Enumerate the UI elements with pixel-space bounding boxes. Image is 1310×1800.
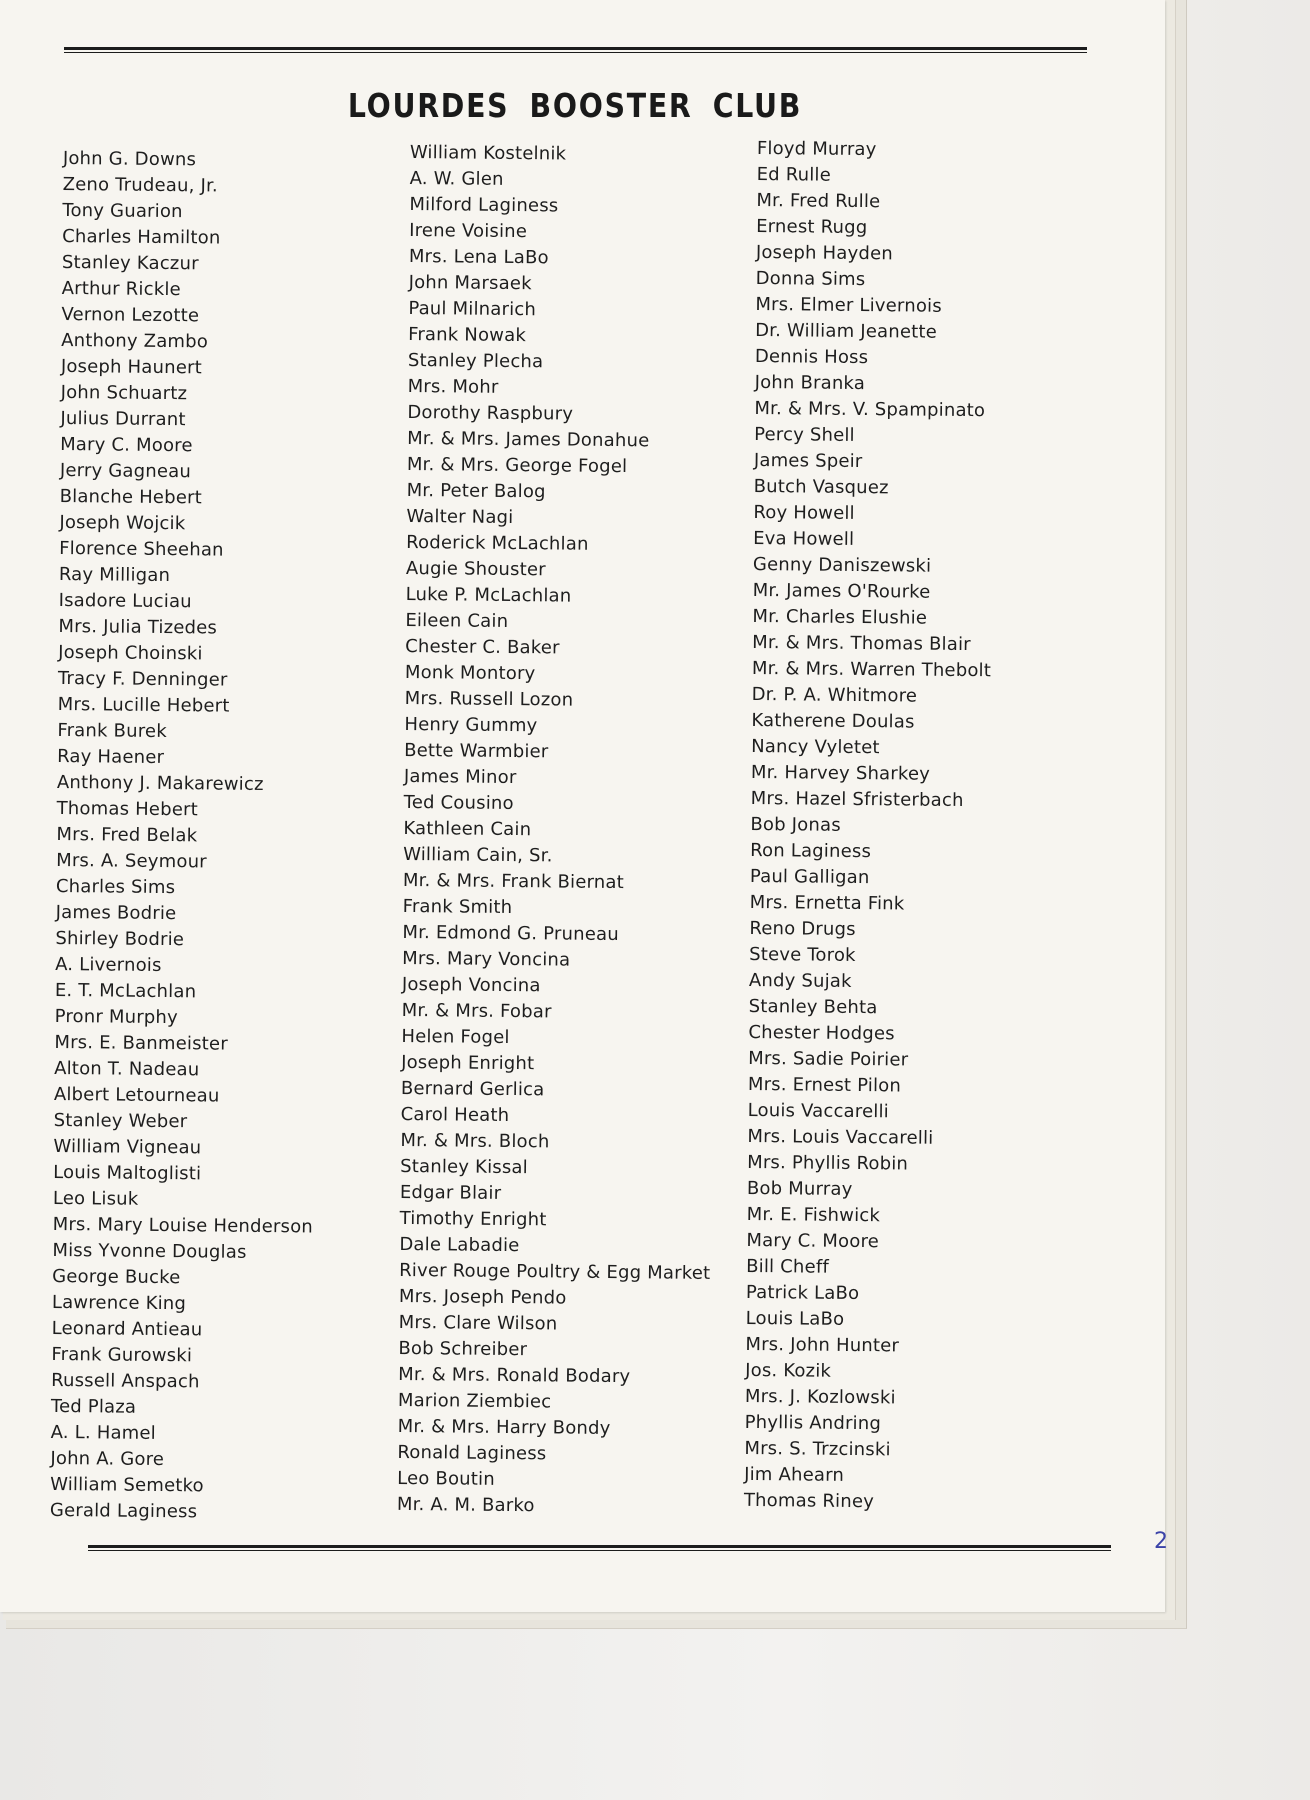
member-name: John G. Downs — [62, 147, 197, 171]
member-name: Butch Vasquez — [753, 475, 889, 499]
member-name: Augie Shouster — [405, 557, 546, 581]
member-name: Henry Gummy — [404, 713, 538, 737]
member-name: Chester C. Baker — [405, 635, 560, 659]
page-number: 2 — [1154, 1529, 1168, 1554]
member-name: Mrs. Sadie Poirier — [748, 1047, 909, 1071]
member-name: Tracy F. Denninger — [57, 667, 228, 691]
member-name: Pronr Murphy — [54, 1005, 179, 1029]
member-name: Isadore Luciau — [58, 589, 192, 613]
member-name: Mr. & Mrs. Harry Bondy — [397, 1415, 611, 1439]
member-name: Julius Durrant — [60, 407, 186, 431]
member-name: Mrs. Ernetta Fink — [749, 891, 905, 915]
member-name: William Vigneau — [53, 1135, 202, 1159]
member-name: Paul Galligan — [749, 865, 870, 889]
member-name: Walter Nagi — [406, 505, 514, 529]
member-name: John Schuartz — [60, 381, 188, 405]
member-name: Mrs. Lena LaBo — [408, 245, 549, 269]
member-name: Eileen Cain — [405, 609, 509, 632]
member-name: Genny Daniszewski — [752, 553, 932, 577]
member-name: Ted Cousino — [403, 791, 514, 815]
member-name: Helen Fogel — [401, 1025, 510, 1048]
member-name: Stanley Plecha — [407, 349, 544, 373]
member-name: Zeno Trudeau, Jr. — [62, 173, 219, 197]
member-name: Jerry Gagneau — [59, 459, 192, 483]
member-name: Mr. & Mrs. Warren Thebolt — [751, 657, 992, 682]
member-name: Paul Milnarich — [408, 297, 537, 321]
member-name: Patrick LaBo — [745, 1281, 860, 1305]
member-name: Joseph Wojcik — [59, 511, 186, 535]
page-title: LOURDES BOOSTER CLUB — [347, 86, 803, 125]
member-name: Charles Sims — [55, 875, 176, 899]
member-name: William Semetko — [50, 1473, 204, 1497]
member-name: John A. Gore — [50, 1447, 165, 1471]
member-name: Albert Letourneau — [53, 1083, 220, 1107]
member-name: James Minor — [403, 765, 517, 789]
member-name: Bernard Gerlica — [400, 1077, 545, 1101]
member-name: Mrs. Mary Voncina — [402, 947, 571, 971]
member-name: River Rouge Poultry & Egg Market — [399, 1259, 711, 1284]
member-name: Mrs. Lucille Hebert — [57, 693, 230, 717]
member-name: Mrs. Elmer Livernois — [755, 293, 942, 317]
member-name: Blanche Hebert — [59, 485, 202, 509]
member-name: Gerald Laginess — [49, 1499, 198, 1523]
member-name: Vernon Lezotte — [61, 303, 200, 327]
member-name: Thomas Hebert — [56, 797, 198, 821]
member-name: Carol Heath — [400, 1103, 510, 1126]
member-name: William Cain, Sr. — [403, 843, 553, 867]
member-name: Mrs. Louis Vaccarelli — [747, 1125, 934, 1149]
member-name: George Bucke — [52, 1265, 181, 1289]
member-name: Irene Voisine — [409, 219, 528, 243]
member-name: Roderick McLachlan — [406, 531, 589, 555]
member-name: Reno Drugs — [749, 917, 856, 940]
member-name: Ernest Rugg — [756, 215, 868, 239]
member-name: Charles Hamilton — [62, 225, 221, 249]
member-name: Floyd Murray — [756, 137, 877, 161]
member-name: E. T. McLachlan — [54, 979, 197, 1003]
member-name: Bill Cheff — [746, 1255, 830, 1278]
member-name: Milford Laginess — [409, 193, 559, 217]
member-name: Mrs. Phyllis Robin — [747, 1151, 909, 1175]
member-name: Steve Torok — [749, 943, 856, 966]
member-name: Shirley Bodrie — [55, 927, 185, 951]
member-name: Dr. William Jeanette — [755, 319, 938, 343]
member-name: Mr. James O'Rourke — [752, 579, 931, 603]
member-name: Stanley Behta — [748, 995, 878, 1019]
member-name: Mrs. Mary Louise Henderson — [52, 1213, 314, 1238]
member-name: Mrs. A. Seymour — [56, 849, 207, 873]
member-name: Dorothy Raspbury — [407, 401, 574, 425]
member-name: William Kostelnik — [409, 141, 567, 165]
member-name: Katherene Doulas — [751, 709, 915, 733]
member-name: Frank Smith — [402, 895, 513, 919]
member-name: Donna Sims — [755, 267, 866, 291]
member-name: Phyllis Andring — [744, 1411, 882, 1435]
member-name: Mr. & Mrs. V. Spampinato — [754, 397, 986, 422]
member-name: Thomas Riney — [743, 1489, 875, 1513]
member-name: Florence Sheehan — [59, 537, 224, 561]
member-name: Joseph Hayden — [755, 241, 894, 265]
names-column-1 — [50, 146, 324, 1526]
member-name: Russell Anspach — [51, 1369, 200, 1393]
member-name: Nancy Vyletet — [751, 735, 880, 759]
member-name: Mrs. Joseph Pendo — [398, 1285, 567, 1309]
member-name: Mrs. John Hunter — [745, 1333, 900, 1357]
member-name: Andy Sujak — [748, 969, 852, 992]
member-name: John Marsaek — [408, 271, 532, 295]
member-name: Chester Hodges — [748, 1021, 895, 1045]
member-name: Leonard Antieau — [51, 1317, 203, 1341]
member-name: Joseph Voncina — [401, 973, 541, 997]
member-name: Frank Burek — [57, 719, 167, 743]
names-column-3 — [744, 136, 996, 1516]
member-name: Dr. P. A. Whitmore — [751, 683, 918, 707]
member-name: Leo Lisuk — [52, 1187, 139, 1210]
member-name: Mrs. S. Trzcinski — [744, 1437, 891, 1461]
member-name: Joseph Choinski — [58, 641, 203, 665]
member-name: Mr. & Mrs. Frank Biernat — [402, 869, 625, 894]
member-name: A. L. Hamel — [50, 1421, 157, 1444]
member-name: Arthur Rickle — [61, 277, 181, 301]
member-name: Stanley Kissal — [400, 1155, 529, 1179]
member-name: Mr. A. M. Barko — [396, 1493, 535, 1517]
member-name: Ray Haener — [57, 745, 165, 768]
member-name: Mrs. Hazel Sfristerbach — [750, 787, 964, 812]
member-name: John Branka — [754, 371, 866, 395]
member-name: Bette Warmbier — [404, 739, 549, 763]
member-name: James Bodrie — [55, 901, 177, 925]
member-name: Kathleen Cain — [403, 817, 532, 841]
names-column-2 — [397, 140, 721, 1521]
top-rule — [64, 47, 1087, 53]
member-name: Mr. & Mrs. James Donahue — [407, 427, 650, 452]
member-name: Mr. & Mrs. Ronald Bodary — [398, 1363, 631, 1388]
member-name: Mary C. Moore — [60, 433, 193, 457]
member-name: Ray Milligan — [58, 563, 171, 587]
member-name: Mr. & Mrs. George Fogel — [406, 453, 628, 478]
member-name: Ed Rulle — [756, 163, 832, 186]
member-name: Eva Howell — [753, 527, 855, 550]
member-name: Percy Shell — [754, 423, 855, 446]
member-name: Miss Yvonne Douglas — [52, 1239, 247, 1263]
member-name: Timothy Enright — [399, 1207, 547, 1231]
member-name: Frank Gurowski — [51, 1343, 193, 1367]
member-name: Joseph Haunert — [60, 355, 203, 379]
member-name: Mr. & Mrs. Bloch — [400, 1129, 550, 1153]
member-name: Mr. E. Fishwick — [746, 1203, 881, 1227]
member-name: A. W. Glen — [409, 167, 504, 190]
member-name: Mary C. Moore — [746, 1229, 880, 1253]
member-name: Mr. Harvey Sharkey — [750, 761, 931, 785]
member-name: Louis LaBo — [745, 1307, 845, 1330]
member-name: James Speir — [753, 449, 863, 473]
member-name: Mr. Peter Balog — [406, 479, 546, 503]
member-name: Luke P. McLachlan — [405, 583, 572, 607]
member-name: Jos. Kozik — [745, 1359, 832, 1382]
member-name: Mrs. J. Kozlowski — [744, 1385, 896, 1409]
member-name: Stanley Kaczur — [61, 251, 199, 275]
member-name: Joseph Enright — [401, 1051, 535, 1075]
member-name: Anthony Zambo — [61, 329, 209, 353]
member-name: Mr. & Mrs. Thomas Blair — [752, 631, 971, 656]
member-name: Mrs. Ernest Pilon — [747, 1073, 902, 1097]
member-name: Ron Laginess — [750, 839, 872, 863]
member-name: Edgar Blair — [399, 1181, 502, 1204]
member-name: Mr. & Mrs. Fobar — [401, 999, 552, 1023]
member-name: Marion Ziembiec — [397, 1389, 552, 1413]
member-name: Ted Plaza — [50, 1395, 137, 1418]
member-name: Dale Labadie — [399, 1233, 520, 1257]
member-name: Mrs. Fred Belak — [56, 823, 198, 847]
member-name: Leo Boutin — [397, 1467, 496, 1490]
member-name: Louis Maltoglisti — [53, 1161, 202, 1185]
member-name: Mr. Edmond G. Pruneau — [402, 921, 619, 946]
member-name: Monk Montory — [404, 661, 536, 685]
member-name: Anthony J. Makarewicz — [56, 771, 264, 795]
member-name: Louis Vaccarelli — [747, 1099, 890, 1123]
member-name: Mrs. Julia Tizedes — [58, 615, 218, 639]
member-name: Mrs. E. Banmeister — [54, 1031, 228, 1055]
member-name: Lawrence King — [51, 1291, 187, 1315]
member-name: Stanley Weber — [53, 1109, 188, 1133]
member-name: Mr. Charles Elushie — [752, 605, 928, 629]
bottom-rule — [88, 1545, 1111, 1551]
member-name: Mrs. Mohr — [407, 375, 499, 398]
member-name: Bob Schreiber — [398, 1337, 528, 1361]
member-name: Frank Nowak — [408, 323, 527, 347]
member-name: Ronald Laginess — [397, 1441, 547, 1465]
member-name: Roy Howell — [753, 501, 855, 524]
member-name: Dennis Hoss — [754, 345, 869, 369]
member-name: Alton T. Nadeau — [54, 1057, 200, 1081]
member-name: Jim Ahearn — [744, 1463, 845, 1486]
member-name: Bob Murray — [746, 1177, 853, 1200]
member-name: Mr. Fred Rulle — [756, 189, 881, 213]
member-name: Bob Jonas — [750, 813, 841, 836]
member-name: Mrs. Clare Wilson — [398, 1311, 558, 1335]
member-name: Mrs. Russell Lozon — [404, 687, 574, 711]
member-name: A. Livernois — [55, 953, 162, 976]
member-name: Tony Guarion — [62, 199, 183, 223]
